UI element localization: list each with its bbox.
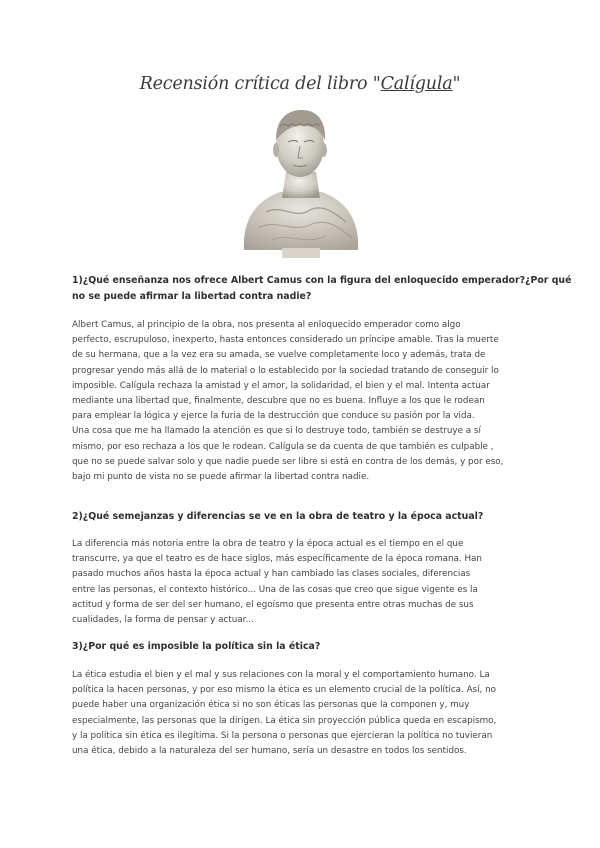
caligula-bust-image [236, 100, 366, 260]
title-prefix: Recensión crítica del libro " [139, 74, 381, 94]
paragraph-line: Una cosa que me ha llamado la atención es que si lo destruye todo, también se destruye a sí [72, 426, 481, 437]
section-3-question [72, 639, 528, 655]
section-2 [72, 509, 528, 525]
question-line: 2)¿Qué semejanzas y diferencias se ve en la obra de teatro y la época actual? [72, 511, 484, 522]
paragraph-line: entre las personas, el contexto histórico... Una de las cosas que creo que sigue vigente es la [72, 584, 478, 595]
section-1 [72, 273, 572, 304]
section-2-paragraph [72, 537, 528, 628]
section-1-question [72, 273, 572, 304]
question-line: 3)¿Por qué es imposible la política sin la ética? [72, 641, 321, 652]
paragraph-line: mediante una libertad que, finalmente, descubre que no es buena. Influye a los que le rodean [72, 396, 485, 407]
paragraph-line: perfecto, escrupuloso, inexperto, hasta entonces considerado un príncipe amable. Tras la muerte [72, 335, 499, 346]
paragraph-line: de su hermana, que a la vez era su amada, se vuelve completamente loco y además, trata de [72, 350, 486, 361]
paragraph-line: imposible. Calígula rechaza la amistad y el amor, la solidaridad, el bien y el mal. Intenta actuar [72, 380, 490, 391]
paragraph-line: política la hacen personas, y por eso mismo la ética es un elemento crucial de la política. Así, no [72, 685, 497, 696]
paragraph-line: transcurre, ya que el teatro es de hace siglos, más específicamente de la época romana. Han [72, 554, 482, 565]
paragraph-line: La ética estudia el bien y el mal y sus relaciones con la moral y el comportamiento humano. La [72, 670, 490, 680]
paragraph-line: puede haber una organización ética si no son éticas las personas que la componen y, muy [72, 700, 470, 711]
paragraph-line: cualidades, la forma de pensar y actuar... [72, 615, 254, 626]
question-line: no se puede afirmar la libertad contra nadie? [72, 290, 312, 302]
section-3 [72, 639, 528, 655]
paragraph-line: que no se puede salvar solo y que nadie puede ser libre si está en contra de los demás, y por eso, [72, 456, 504, 467]
paragraph-line: actitud y forma de ser del ser humano, el egoísmo que presenta entre otras muchas de sus [72, 599, 474, 610]
title-book-name: Calígula [380, 74, 453, 94]
section-1-paragraph [72, 318, 528, 485]
section-3-answer [72, 668, 528, 759]
paragraph-line: especialmente, las personas que la dirigen. La ética sin proyección pública queda en escapismo, [72, 715, 497, 726]
paragraph-line: Albert Camus, al principio de la obra, nos presenta al enloquecido emperador como algo [72, 320, 461, 330]
paragraph-line: mismo, por eso rechaza a los que le rodean. Calígula se da cuenta de que también es culpable , [72, 441, 494, 452]
paragraph-line: progresar yendo más allá de lo material o lo establecido por la sociedad tratando de conseguir lo [72, 365, 499, 376]
document-title [0, 74, 600, 94]
paragraph-line: y la política sin ética es ilegítima. Si la persona o personas que ejercieran la política no tuvieran [72, 730, 493, 741]
paragraph-line: una ética, debido a la naturaleza del ser humano, sería un desastre en todos los sentidos. [72, 746, 467, 757]
section-2-question [72, 509, 528, 525]
section-1-answer [72, 318, 528, 485]
section-3-paragraph [72, 668, 528, 759]
section-2-answer [72, 537, 528, 628]
paragraph-line: para emplear la lógica y ejerce la furia de la destrucción que conduce su pasión por la vida. [72, 411, 475, 422]
paragraph-line: pasado muchos años hasta la época actual y han cambiado las clases sociales, diferencias [72, 569, 471, 580]
question-line: 1)¿Qué enseñanza nos ofrece Albert Camus con la figura del enloquecido emperador?¿Por qué [72, 275, 572, 286]
paragraph-line: La diferencia más notoria entre la obra de teatro y la época actual es el tiempo en el que [72, 539, 464, 549]
paragraph-line: bajo mi punto de vista no se puede afirmar la libertad contra nadie. [72, 472, 370, 483]
title-suffix: " [452, 74, 461, 94]
